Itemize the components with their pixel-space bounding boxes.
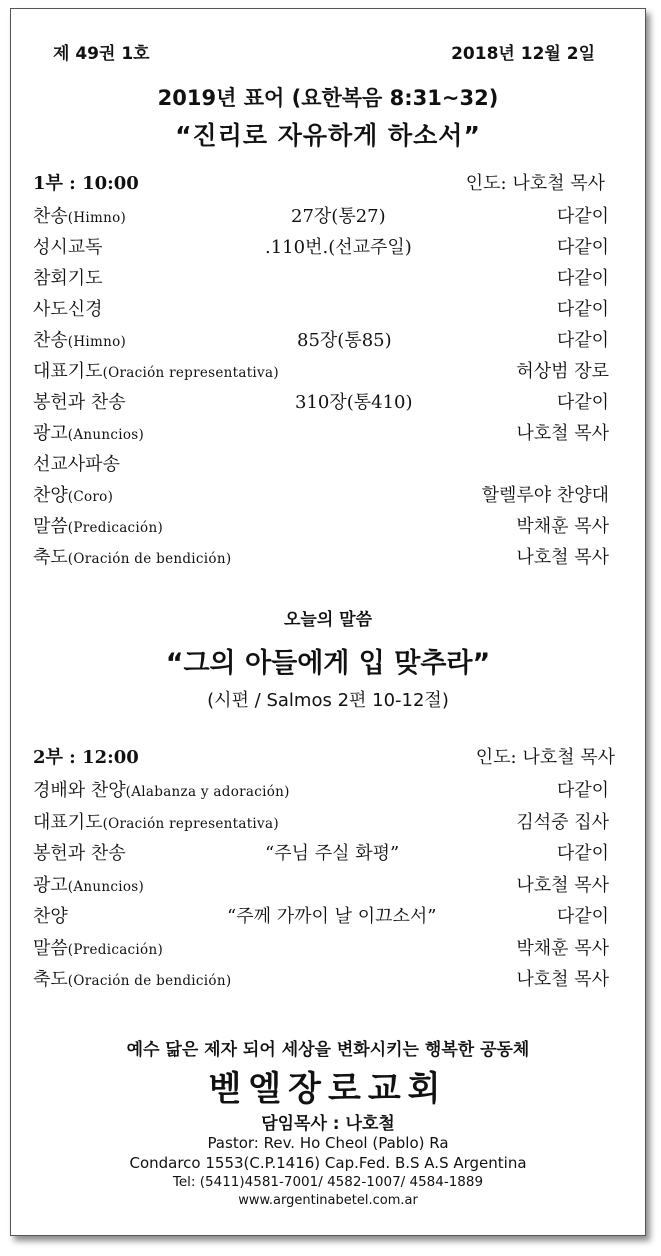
volume-number: 제 49권 1호 [53,44,150,64]
order-item-label [33,902,68,928]
order-item-korean: 광고 [33,423,68,444]
church-name: 벧엘장로교회 [208,1069,448,1109]
order-item-leader: 다같이 [556,299,609,320]
order-item-detail: 85장(통85) [297,330,392,351]
order-item-korean: 찬양 [33,906,68,927]
order-row [33,419,609,449]
order-item-label [33,357,279,383]
order-item-label [33,543,231,569]
order-item-korean: 찬양 [33,485,68,506]
church-phone: Tel: (5411)4581-7001/ 4582-1007/ 4584-1889 [172,1174,484,1190]
order-item-detail: 310장(통410) [295,392,413,413]
order-item-korean: 찬송 [33,206,68,227]
order-item-korean: 경배와 찬양 [33,780,126,801]
service2-time: 2부 : 12:00 [33,747,139,768]
order-item-spanish: (Anuncios) [67,878,145,895]
motto-title: 2019년 표어 (요한복음 8:31~32) [157,86,499,110]
order-item-korean: 봉헌과 찬송 [33,392,126,413]
order-item-label [33,965,231,991]
order-item-leader: 박채훈 목사 [516,937,609,959]
order-item-korean: 봉헌과 찬송 [33,843,126,864]
order-row [33,357,609,387]
service1-leader: 인도: 나호철 목사 [465,173,605,194]
order-item-leader: 할렐루야 찬양대 [481,485,609,506]
church-address: Condarco 1553(C.P.1416) Cap.Fed. B.S A.S Argentina [129,1154,527,1172]
service2-leader: 인도: 나호철 목사 [475,747,615,768]
order-item-spanish: (Oración representativa) [102,815,279,832]
order-item-label [33,481,113,507]
order-item-label [33,450,120,476]
order-row [33,326,609,356]
order-item-spanish: (Predicación) [67,520,164,536]
order-item-leader: 허상범 장로 [516,361,609,382]
order-row [33,512,609,542]
order-item-korean: 대표기도 [33,811,103,833]
order-item-spanish: (Oración de bendición) [67,551,232,567]
order-item-spanish: (Alabanza y adoración) [125,784,290,800]
order-item-leader: 다같이 [556,843,609,864]
order-item-leader: 김석중 집사 [516,811,609,833]
order-item-korean: 말씀 [33,516,68,537]
order-item-detail: “주께 가까이 날 이끄소서” [227,906,437,927]
order-item-label [33,264,103,290]
pastor-name-es: Pastor: Rev. Ho Cheol (Pablo) Ra [207,1134,449,1152]
order-item-label [33,295,103,321]
order-item-detail: .110번.(선교주일) [265,237,412,258]
order-item-leader: 다같이 [556,906,609,927]
order-row [33,808,609,838]
order-item-korean: 광고 [33,874,68,896]
order-row [33,202,609,232]
sermon-title: “그의 아들에게 입 맞추라” [165,648,491,679]
order-item-spanish: (Coro) [67,489,114,505]
service2-heading [33,743,615,771]
order-row [33,481,609,511]
order-item-leader: 나호철 목사 [516,547,609,568]
order-item-leader: 다같이 [556,268,609,289]
order-item-spanish: (Himno) [67,334,127,350]
order-row [33,965,609,995]
order-item-spanish: (Predicación) [67,941,164,958]
senior-pastor: 담임목사 : 나호철 [261,1114,395,1134]
order-item-spanish: (Anuncios) [67,427,145,443]
order-item-detail: “주님 주실 화평” [265,843,400,864]
order-item-label [33,512,163,538]
order-item-korean: 선교사파송 [33,454,120,475]
service1-time: 1부 : 10:00 [33,173,139,194]
order-item-korean: 축도 [33,547,68,568]
order-item-leader: 나호철 목사 [516,969,609,990]
order-item-spanish: (Oración representativa) [102,365,279,381]
order-item-leader: 다같이 [556,392,609,413]
order-item-korean: 대표기도 [33,361,103,382]
order-item-korean: 말씀 [33,937,68,959]
order-row [33,871,609,901]
order-item-korean: 축도 [33,969,68,990]
order-row [33,839,609,869]
motto-quote: “진리로 자유하게 하소서” [175,121,481,150]
order-item-korean: 찬송 [33,330,68,351]
order-row [33,776,609,806]
order-row [33,233,609,263]
church-slogan: 예수 닮은 제자 되어 세상을 변화시키는 행복한 공동체 [126,1040,530,1060]
order-item-korean: 사도신경 [33,299,103,320]
order-row [33,264,609,294]
order-item-leader: 박채훈 목사 [516,516,609,537]
order-item-korean: 성시교독 [33,237,103,258]
order-item-label [33,202,126,228]
bulletin-page [10,8,646,1236]
order-item-label [33,388,126,414]
order-item-label [33,419,144,445]
order-item-label [33,871,144,897]
order-item-leader: 다같이 [556,237,609,258]
order-item-label [33,776,290,802]
order-item-korean: 참회기도 [33,268,103,289]
sermon-reference: (시편 / Salmos 2편 10-12절) [207,690,449,711]
order-item-label [33,233,103,259]
service1-heading [33,169,609,197]
sermon-heading: 오늘의 말씀 [283,610,373,630]
church-website: www.argentinabetel.com.ar [238,1193,418,1208]
order-item-leader: 다같이 [556,206,609,227]
order-item-detail: 27장(통27) [291,206,386,227]
order-item-spanish: (Oración de bendición) [67,973,232,989]
order-item-label [33,808,279,834]
order-item-label [33,839,126,865]
order-item-label [33,326,126,352]
order-row [33,902,609,932]
order-item-leader: 다같이 [556,330,609,351]
order-row [33,388,609,418]
order-item-spanish: (Himno) [67,210,127,226]
order-row [33,295,609,325]
order-row [33,543,609,573]
order-item-label [33,934,163,960]
order-item-leader: 다같이 [556,780,609,801]
bulletin-date: 2018년 12월 2일 [451,44,595,64]
order-item-leader: 나호철 목사 [516,423,609,444]
order-item-leader: 나호철 목사 [516,874,609,896]
order-row [33,934,609,964]
order-row [33,450,609,480]
